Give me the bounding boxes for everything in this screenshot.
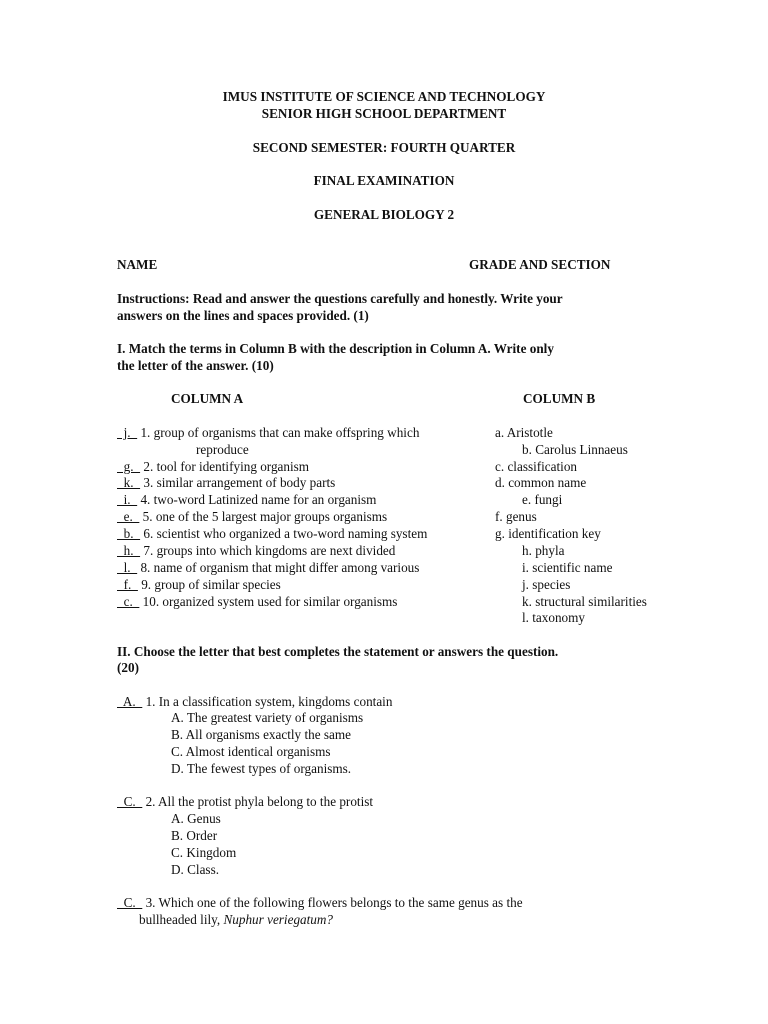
answer-blank[interactable]: C. [117, 895, 143, 910]
option-b: B. All organisms exactly the same [171, 727, 351, 742]
column-b-item: e. fungi [522, 492, 563, 507]
part1-heading-line-2: the letter of the answer. (10) [117, 358, 274, 373]
answer-blank[interactable]: b. [117, 526, 141, 541]
part2-heading-line-1: II. Choose the letter that best completes the statement or answers the question. [117, 644, 559, 659]
match-item [117, 491, 376, 508]
match-item-text: 3. similar arrangement of body parts [140, 475, 336, 490]
question-stem: 2. All the protist phyla belong to the protist [142, 794, 374, 809]
option-a: A. The greatest variety of organisms [171, 710, 364, 725]
answer-blank[interactable]: l. [117, 560, 138, 575]
option-b: B. Order [171, 828, 218, 843]
match-item-text: 1. group of organisms that can make offspring which [137, 425, 420, 440]
exam-title: FINAL EXAMINATION [313, 173, 455, 188]
instructions-line-1: Instructions: Read and answer the questions carefully and honestly. Write your [117, 291, 563, 306]
answer-blank[interactable]: C. [117, 794, 143, 809]
option-d: D. The fewest types of organisms. [171, 761, 352, 776]
department-title: SENIOR HIGH SCHOOL DEPARTMENT [261, 106, 507, 121]
match-item-text: reproduce [196, 442, 249, 457]
question-stem: bullheaded lily, [139, 912, 224, 927]
column-b-item: g. identification key [495, 526, 601, 541]
column-b-item: i. scientific name [522, 560, 613, 575]
part1-heading-line-1: I. Match the terms in Column B with the description in Column A. Write only [117, 341, 554, 356]
option-c: C. Kingdom [171, 845, 237, 860]
match-item-text: 8. name of organism that might differ among various [137, 560, 420, 575]
match-item [117, 559, 419, 576]
match-item [117, 458, 309, 475]
option-d: D. Class. [171, 862, 219, 877]
match-item-text: 6. scientist who organized a two-word naming system [140, 526, 428, 541]
institute-title: IMUS INSTITUTE OF SCIENCE AND TECHNOLOGY [222, 89, 546, 104]
match-item-continuation [196, 441, 249, 458]
species-name: Nuphur veriegatum? [223, 912, 334, 927]
answer-blank[interactable]: A. [117, 694, 143, 709]
match-item-text: 10. organized system used for similar organisms [139, 594, 398, 609]
answer-blank[interactable]: k. [117, 475, 141, 490]
column-b-label: COLUMN B [523, 391, 596, 406]
option-c: C. Almost identical organisms [171, 744, 331, 759]
column-b-item: d. common name [495, 475, 587, 490]
match-item-text: 4. two-word Latinized name for an organism [137, 492, 377, 507]
name-label: NAME [117, 257, 158, 272]
match-item [117, 576, 281, 593]
column-b-item: l. taxonomy [522, 610, 586, 625]
answer-blank[interactable]: j. [117, 425, 138, 440]
match-item [117, 508, 387, 525]
question-3-continuation [139, 911, 333, 928]
column-b-item: h. phyla [522, 543, 565, 558]
question-stem: 3. Which one of the following flowers belongs to the same genus as the [142, 895, 523, 910]
column-b-item: j. species [522, 577, 571, 592]
answer-blank[interactable]: i. [117, 492, 138, 507]
column-b-item: a. Aristotle [495, 425, 553, 440]
part2-heading-line-2: (20) [117, 660, 139, 675]
column-b-item: f. genus [495, 509, 537, 524]
question-1 [117, 693, 392, 710]
match-item [117, 593, 397, 610]
question-stem: 1. In a classification system, kingdoms contain [142, 694, 393, 709]
question-2 [117, 793, 373, 810]
match-item-text: 9. group of similar species [137, 577, 281, 592]
question-3 [117, 894, 523, 911]
subject-title: GENERAL BIOLOGY 2 [313, 207, 455, 222]
answer-blank[interactable]: g. [117, 459, 141, 474]
column-b-item: k. structural similarities [522, 594, 647, 609]
answer-blank[interactable]: c. [117, 594, 140, 609]
match-item [117, 525, 427, 542]
column-b-item: b. Carolus Linnaeus [522, 442, 628, 457]
grade-section-label: GRADE AND SECTION [469, 257, 611, 272]
match-item-text: 2. tool for identifying organism [140, 459, 310, 474]
answer-blank[interactable]: h. [117, 543, 141, 558]
column-b-item: c. classification [495, 459, 578, 474]
match-item [117, 424, 419, 441]
column-a-label: COLUMN A [171, 391, 244, 406]
instructions-line-2: answers on the lines and spaces provided. (1) [117, 308, 369, 323]
answer-blank[interactable]: f. [117, 577, 138, 592]
option-a: A. Genus [171, 811, 221, 826]
match-item-text: 7. groups into which kingdoms are next divided [140, 543, 396, 558]
answer-blank[interactable]: e. [117, 509, 140, 524]
match-item [117, 474, 335, 491]
semester-title: SECOND SEMESTER: FOURTH QUARTER [252, 140, 516, 155]
match-item [117, 542, 395, 559]
match-item-text: 5. one of the 5 largest major groups organisms [139, 509, 388, 524]
